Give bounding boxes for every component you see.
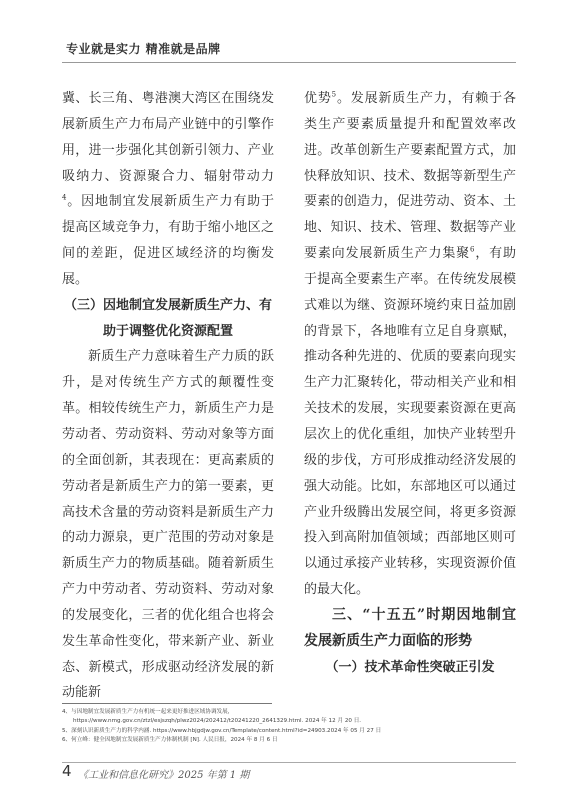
right-paragraph-1-b: 。发展新质生产力，有赖于各类生产要素质量提升和配置效率改进。改革创新生产要素配置方式，加快释放知识、技术、数据等新型生产要素的创造力，促进劳动、资本、土地、知识、技术、管理、数据等产业要素向发展新质生产力集聚 xyxy=(304,91,516,262)
footnote-rule xyxy=(62,703,272,704)
journal-title: 《工业和信息化研究》2025 年第 1 期 xyxy=(78,770,250,781)
footnote-4-link[interactable]: https://www.nmg.gov.cn/ztzl/esjszqh/plwz2024/202412/t20241220_2641329.html. 2024 年 12 月 20 日． xyxy=(73,718,365,725)
footnote-ref-4[interactable]: 4 xyxy=(62,194,67,203)
section-heading-3: 三、“十五五”时期因地制宜发展新质生产力面临的形势 xyxy=(304,606,516,649)
left-paragraph-1 xyxy=(62,86,274,293)
footnote-6: 6、何立峰：健全因地制宜发展新质生产力体制机制 [N]. 人民日报，2024 年 8 月 6 日 xyxy=(62,736,278,743)
left-column xyxy=(62,86,274,706)
subheading-resource-allocation: （三）因地制宜发展新质生产力、有助于调整优化资源配置 xyxy=(63,297,272,339)
right-column xyxy=(304,86,516,680)
footnote-ref-5[interactable]: 5 xyxy=(331,90,337,99)
header-rule xyxy=(62,62,516,63)
footnote-5[interactable]: 5、深刻认识新质生产力的科学内涵. https://www.hbjgdjw.gov.cn/Template/content.html?id=24903.2024 年 05 月 27 日 xyxy=(62,727,382,734)
right-paragraph-1-c: ，有助于提高全要素生产率。在传统发展模式难以为继、资源环境约束日益加剧的背景下，各地唯有立足自身禀赋，推动各种先进的、优质的要素向现实生产力汇聚转化，带动相关产业和相关技术的发展，实现要素资源在更高层次上的优化重组，加快产业转型升级的步伐，方可形成推动经济发展的强大动能。比如，东部地区可以通过产业升级腾出发展空间，将更多资源投入到高附加值领域；西部地区则可以通过承接产业转移，实现资源价值的最大化。 xyxy=(304,246,516,598)
page-number: 4 xyxy=(62,762,72,780)
footnote-ref-6[interactable]: 6 xyxy=(470,245,475,254)
footer-rule xyxy=(62,762,516,763)
footnotes xyxy=(62,708,522,745)
left-paragraph-2: 新质生产力意味着生产力质的跃升，是对传统生产方式的颠覆性变革。相较传统生产力，新质生产力是劳动者、劳动资料、劳动对象等方面的全面创新，其表现在：更高素质的劳动者是新质生产力的第一要素，更高技术含量的劳动资料是新质生产力的动力源泉，更广范围的劳动对象是新质生产力的物质基础。随着新质生产力中劳动者、劳动资料、劳动对象的发展变化，三者的优化组合也将会发生革命性变化，带来新产业、新业态、新模式，形成驱动经济发展的新动能新 xyxy=(62,349,274,701)
left-paragraph-1-text: 冀、长三角、粤港澳大湾区在围绕发展新质生产力布局产业链中的引擎作用，进一步强化其创新引领力、产业吸纳力、资源聚合力、辐射带动力 xyxy=(62,91,274,184)
running-header: 专业就是实力 精准就是品牌 xyxy=(66,42,221,56)
footnote-4: 4、与因地制宜发展新质生产力有机统一起来更好推进区域协调发展， xyxy=(62,709,234,715)
subheading-tech-revolution: （一）技术革命性突破正引发 xyxy=(325,659,495,675)
right-paragraph-1-a: 优势 xyxy=(304,91,332,106)
right-paragraph-1 xyxy=(304,86,516,603)
left-paragraph-1-tail: 。因地制宜发展新质生产力有助于提高区域竞争力，有助于缩小地区之间的差距，促进区域经济的均衡发展。 xyxy=(62,194,274,287)
